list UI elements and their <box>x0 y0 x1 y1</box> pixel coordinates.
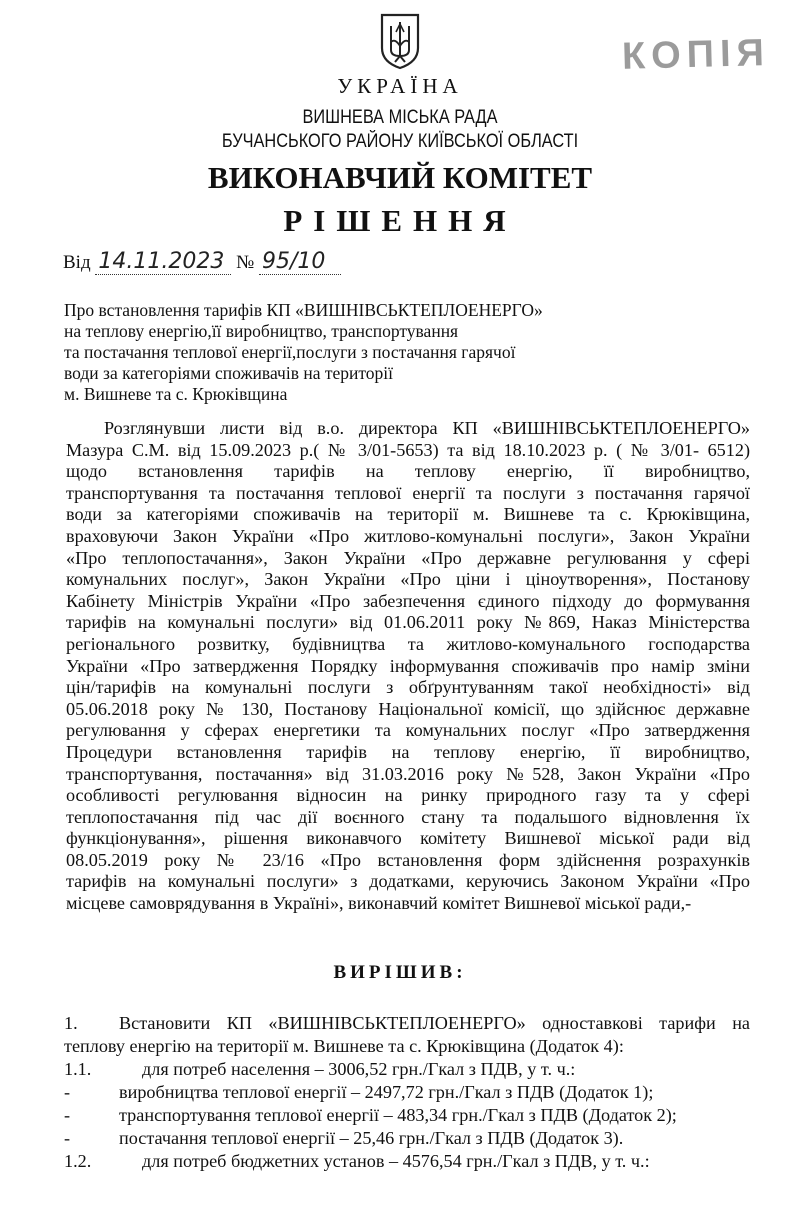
preamble-line: води за категоріями споживачів на території м. Вишневе та с. Крюківщина, <box>66 504 750 525</box>
country-name: УКРАЇНА <box>337 74 463 98</box>
preamble-line: тарифів на комунальні послуги» від 01.06.2011 року №869, Наказ Міністерства <box>66 612 750 633</box>
item-dash: - <box>64 1082 71 1102</box>
resolution-items <box>64 1012 750 1173</box>
preamble-line: «Про теплопостачання», Закон України «Про державне регулювання у сфері <box>66 547 750 568</box>
council-name: ВИШНЕВА МІСЬКА РАДА <box>302 107 498 128</box>
item-dash: - <box>64 1128 71 1148</box>
item-text: Встановити КП «ВИШНІВСЬКТЕПЛОЕНЕРГО» одноставкові тарифи на <box>119 1013 750 1033</box>
item-text: транспортування теплової енергії – 483,34 грн./Гкал з ПДВ (Додаток 2); <box>119 1105 677 1125</box>
date-label: Від <box>63 252 91 273</box>
copy-stamp: КОПІЯ <box>621 31 771 78</box>
item-dash: - <box>64 1105 71 1125</box>
subject-line: Про встановлення тарифів КП «ВИШНІВСЬКТЕПЛОЕНЕРГО» <box>64 300 543 320</box>
list-item <box>64 1104 750 1127</box>
preamble-line: цін/тарифів на комунальні послуги з обґрунтуванням такої необхідності» від <box>66 677 750 698</box>
preamble-line: щодо встановлення тарифів на теплову енергію, її виробництво, <box>66 461 750 482</box>
preamble-line: особливості регулювання відносин на ринку природного газу та у сфері <box>66 785 750 806</box>
item-number: 1.1. <box>64 1059 92 1079</box>
item-text: постачання теплової енергії – 25,46 грн./Гкал з ПДВ (Додаток 3). <box>119 1128 624 1148</box>
item-number: 1. <box>64 1013 78 1033</box>
subject-block <box>64 300 543 405</box>
item-number: 1.2. <box>64 1151 92 1171</box>
preamble-line: регулювання у сферах енергетики та комунальних послуг «Про затвердження <box>66 720 750 741</box>
subject-line: на теплову енергію,її виробництво, транспортування <box>64 321 459 341</box>
document-type-title: РІШЕННЯ <box>283 203 517 238</box>
dateline <box>63 249 341 275</box>
item-text: виробництва теплової енергії – 2497,72 грн./Гкал з ПДВ (Додаток 1); <box>119 1082 654 1102</box>
preamble-line: місцеве самоврядування в Україні», виконавчий комітет Вишневої міської ради,- <box>66 893 692 914</box>
preamble-line: враховуючи Закон України «Про житлово-комунальні послуги», Закон України <box>66 525 750 546</box>
preamble-line: України «Про затвердження Порядку інформування споживачів про намір зміни <box>66 655 750 676</box>
preamble-line: Розглянувши листи від в.о. директора КП «ВИШНІВСЬКТЕПЛОЕНЕРГО» <box>104 418 750 438</box>
committee-title: ВИКОНАВЧИЙ КОМІТЕТ <box>207 160 593 195</box>
preamble-line: функціонування», рішення виконавчого комітету Вишневої міської ради від <box>66 828 750 849</box>
list-item <box>64 1150 750 1173</box>
preamble-line: транспортування, постачання» від 31.03.2016 року №528, Закон України «Про <box>66 763 750 784</box>
item-text: теплову енергію на території м. Вишневе та с. Крюківщина (Додаток 4): <box>64 1036 624 1056</box>
preamble-line: 08.05.2019 року № 23/16 «Про встановлення форм здійснення розрахунків <box>66 849 750 870</box>
subject-line: м. Вишневе та с. Крюківщина <box>64 384 288 404</box>
preamble-line: комунальних послуг», Закон України «Про ціни і ціноутворення», Постанову <box>66 569 750 590</box>
preamble-line: Процедури встановлення тарифів на теплову енергію, її виробництво, <box>66 741 750 762</box>
list-item <box>64 1012 750 1035</box>
list-item <box>64 1081 750 1104</box>
preamble-line: транспортування та постачання теплової енергії та послуги з постачання гарячої <box>66 482 750 503</box>
handwritten-date: 14.11.2023 <box>95 249 231 275</box>
preamble-line: регіонального розвитку, будівництва та житлово-комунального господарства <box>66 633 750 654</box>
coat-of-arms-icon <box>379 12 421 70</box>
preamble <box>66 418 750 915</box>
handwritten-number: 95/10 <box>259 249 341 275</box>
item-text: для потреб населення – 3006,52 грн./Гкал з ПДВ, у т. ч.: <box>142 1059 576 1079</box>
item-text: для потреб бюджетних установ – 4576,54 грн./Гкал з ПДВ, у т. ч.: <box>142 1151 650 1171</box>
resolved-heading: ВИРІШИВ: <box>333 962 467 983</box>
subject-line: та постачання теплової енергії,послуги з постачання гарячої <box>64 342 516 362</box>
list-item <box>64 1058 750 1081</box>
subject-line: води за категоріями споживачів на території <box>64 363 394 383</box>
preamble-line: 05.06.2018 року № 130, Постанову Національної комісії, що здійснює державне <box>66 698 750 719</box>
preamble-line: тарифів на комунальні послуги» з додатками, керуючись Законом України «Про <box>66 871 750 892</box>
council-district: БУЧАНСЬКОГО РАЙОНУ КИЇВСЬКОЇ ОБЛАСТІ <box>221 131 579 152</box>
preamble-line: Кабінету Міністрів України «Про забезпечення єдиного підходу до формування <box>66 590 750 611</box>
number-label: № <box>236 252 255 273</box>
preamble-line: теплопостачання під час дії воєнного стану та подальшого відновлення їх <box>66 806 750 827</box>
list-item <box>64 1127 750 1150</box>
preamble-line: Мазура С.М. від 15.09.2023 р.( № 3/01-5653) та від 18.10.2023 р. ( № 3/01- 6512) <box>66 439 750 460</box>
list-item <box>64 1035 750 1058</box>
